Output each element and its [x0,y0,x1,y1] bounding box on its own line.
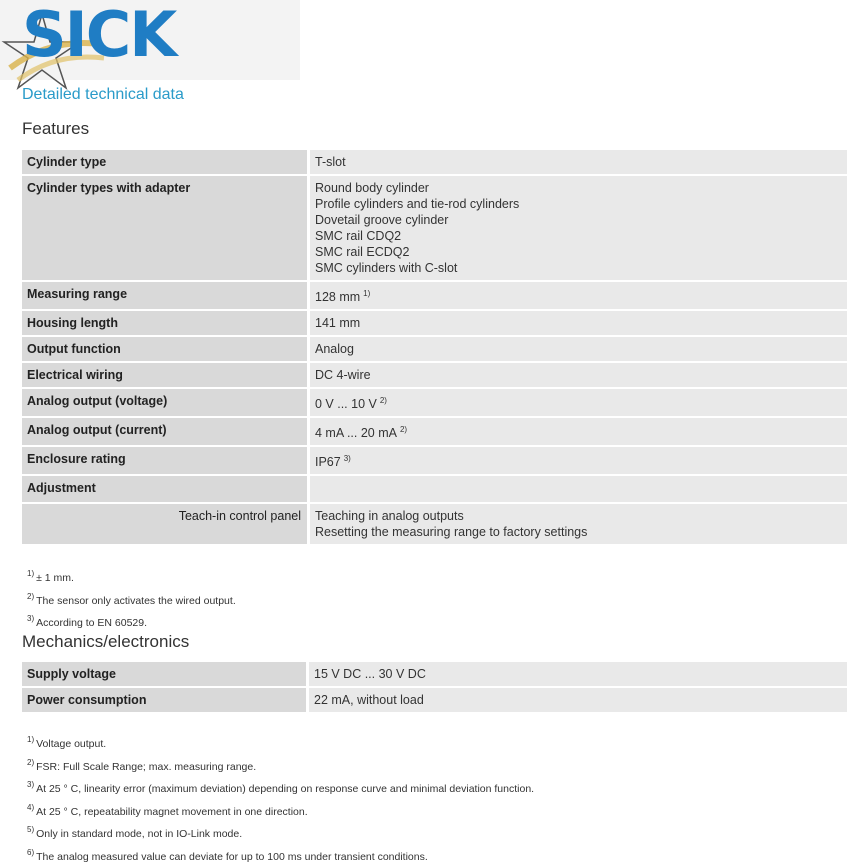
footnote-ref: 1) [363,289,370,298]
table-row [22,150,847,174]
spec-label: Power consumption [22,688,306,712]
spec-value-line: DC 4-wire [315,367,842,383]
footnote-text: The analog measured value can deviate for up to 100 ms under transient conditions. [36,851,428,863]
footnote-ref: 2) [380,396,387,405]
spec-value-line: 128 mm $^{1)}$ [315,286,842,305]
table-row [22,363,847,387]
mechanics-table [22,660,847,714]
spec-label: Cylinder type [22,150,307,174]
spec-value-line: Round body cylinder [315,180,842,196]
spec-label: Electrical wiring [22,363,307,387]
spec-value [307,389,847,416]
footnote-text: At 25 ° C, repeatability magnet movement in one direction. [36,806,308,818]
footnote-text: ± 1 mm. [36,572,74,584]
footnote-text: FSR: Full Scale Range; max. measuring range. [36,761,256,773]
footnote-mark: 6) [27,848,34,857]
table-row [22,447,847,474]
footnote-text: The sensor only activates the wired output. [36,595,236,607]
spec-value-line: 22 mA, without load [314,692,842,708]
spec-label: Output function [22,337,307,361]
spec-label: Supply voltage [22,662,306,686]
spec-value-line: 15 V DC ... 30 V DC [314,666,842,682]
brand-logo: SICK [22,0,175,70]
footnote-mark: 2) [27,758,34,767]
spec-value-line: Analog [315,341,842,357]
features-table [22,148,847,546]
footnote [27,776,534,799]
footnote-text: Only in standard mode, not in IO-Link mode. [36,828,242,840]
spec-value-line: Profile cylinders and tie-rod cylinders [315,196,842,212]
spec-value-line: Dovetail groove cylinder [315,212,842,228]
footnote-mark: 4) [27,803,34,812]
footnote-mark: 1) [27,569,34,578]
spec-value-line: SMC cylinders with C-slot [315,260,842,276]
spec-value-line: IP67 $^{3)}$ [315,451,842,470]
spec-value-line: T-slot [315,154,842,170]
footnote-mark: 3) [27,780,34,789]
mechanics-footnotes [27,731,534,866]
spec-value-line: SMC rail CDQ2 [315,228,842,244]
footnote [27,565,236,588]
table-row [22,282,847,309]
mechanics-heading: Mechanics/electronics [22,632,189,652]
spec-value [307,363,847,387]
spec-value-line: 0 V ... 10 V $^{2)}$ [315,393,842,412]
table-row [22,688,847,712]
spec-value [307,476,847,502]
table-row [22,662,847,686]
table-row [22,389,847,416]
spec-label: Housing length [22,311,307,335]
spec-label: Adjustment [22,476,307,502]
spec-label: Analog output (current) [22,418,307,445]
footnote-text: At 25 ° C, linearity error (maximum deviation) depending on response curve and minimal deviation function. [36,783,534,795]
footnote-mark: 1) [27,735,34,744]
footnote-mark: 2) [27,592,34,601]
spec-value-line: Resetting the measuring range to factory settings [315,524,842,540]
table-row [22,337,847,361]
spec-value [307,311,847,335]
spec-label: Analog output (voltage) [22,389,307,416]
spec-label: Teach-in control panel [22,504,307,544]
spec-value [307,418,847,445]
footnote-ref: 3) [344,454,351,463]
footnote-text: Voltage output. [36,738,106,750]
footnote [27,610,236,633]
table-row [22,418,847,445]
footnote [27,731,534,754]
footnote [27,844,534,866]
footnote-text: According to EN 60529. [36,617,147,629]
spec-value [306,688,847,712]
spec-label: Measuring range [22,282,307,309]
spec-value-line: Teaching in analog outputs [315,508,842,524]
spec-value [307,337,847,361]
table-row [22,476,847,502]
table-row [22,176,847,280]
spec-value [307,504,847,544]
spec-value-line: 141 mm [315,315,842,331]
spec-value [307,150,847,174]
footnote-mark: 5) [27,825,34,834]
footnote [27,821,534,844]
table-row [22,311,847,335]
spec-value [306,662,847,686]
spec-label: Enclosure rating [22,447,307,474]
spec-value-line: 4 mA ... 20 mA $^{2)}$ [315,422,842,441]
footnote-mark: 3) [27,614,34,623]
spec-value [307,282,847,309]
spec-value [307,447,847,474]
spec-value-line: SMC rail ECDQ2 [315,244,842,260]
footnote [27,588,236,611]
footnote [27,799,534,822]
footnote [27,754,534,777]
spec-label: Cylinder types with adapter [22,176,307,280]
spec-value [307,176,847,280]
features-heading: Features [22,119,89,139]
features-footnotes [27,565,236,633]
document-title: Detailed technical data [22,86,184,104]
footnote-ref: 2) [400,425,407,434]
table-row [22,504,847,544]
